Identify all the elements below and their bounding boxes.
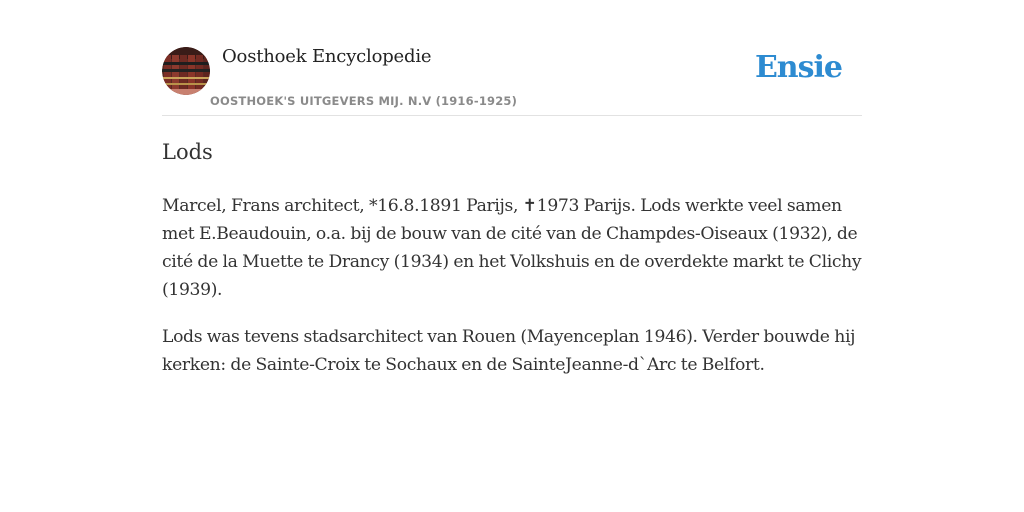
article-title: Lods	[162, 140, 213, 164]
page	[162, 0, 862, 512]
article-paragraph: Lods was tevens stadsarchitect van Rouen (Mayenceplan 1946). Verder bouwde hij kerken: de Sainte-Croix te Sochaux en de SainteJeanne-d`Arc te Belfort.	[162, 327, 856, 375]
article-body	[162, 192, 862, 398]
source-avatar[interactable]	[162, 47, 210, 95]
brand-logo-link[interactable]: Ensie	[754, 50, 842, 85]
source-subtitle: OOSTHOEK'S UITGEVERS MIJ. N.V (1916-1925)	[210, 94, 518, 108]
source-title-link[interactable]: Oosthoek Encyclopedie	[222, 46, 432, 67]
encyclopedia-books-icon	[162, 47, 210, 95]
article-paragraph: Marcel, Frans architect, *16.8.1891 Parijs, ✝1973 Parijs. Lods werkte veel samen met E.Beaudouin, o.a. bij de bouw van de cité van de Champdes-Oiseaux (1932), de cité de la Muette te Drancy (1934) en het Volkshuis en de overdekte markt te Clichy (1939).	[162, 196, 862, 300]
source-header	[162, 0, 862, 116]
